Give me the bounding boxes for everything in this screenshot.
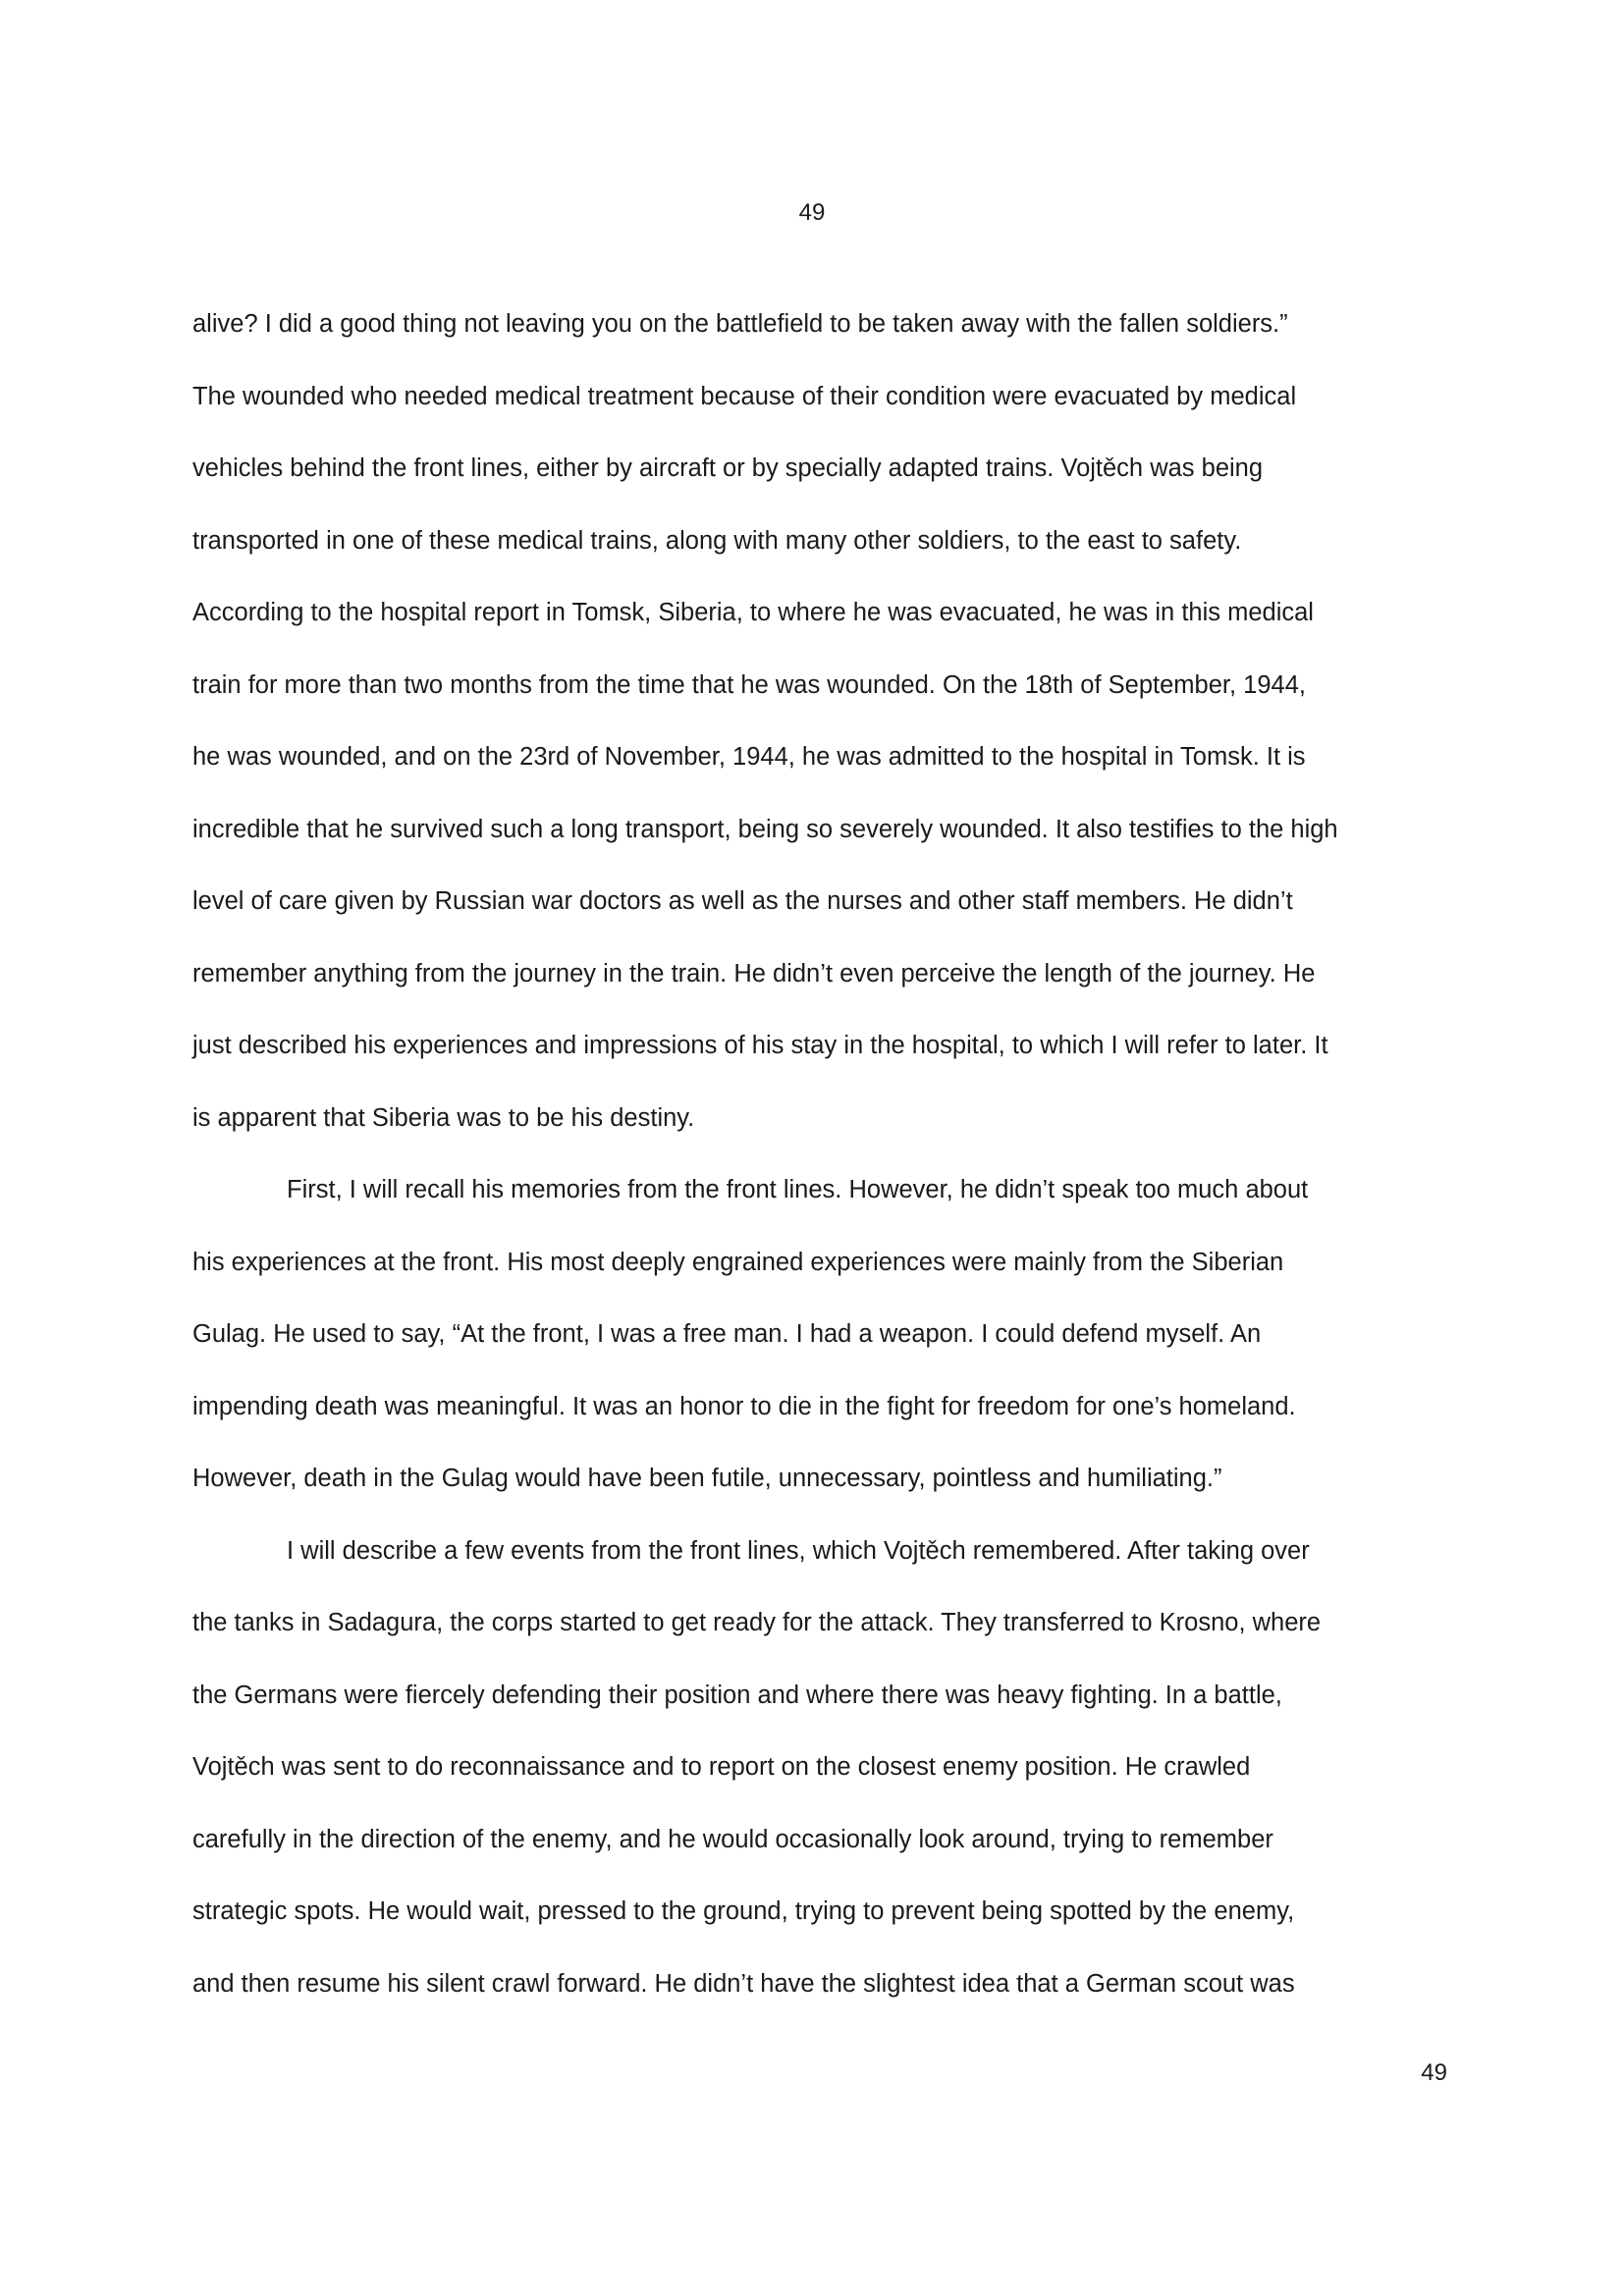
text-line: his experiences at the front. His most deeply engrained experiences were mainly from the Siberian: [192, 1248, 1284, 1276]
text-line: the Germans were fiercely defending their position and where there was heavy fighting. In a battle,: [192, 1681, 1282, 1709]
text-line: level of care given by Russian war doctors as well as the nurses and other staff members. He didn’t: [192, 887, 1293, 915]
paragraph: [192, 1154, 1447, 1516]
text-line: just described his experiences and impressions of his stay in the hospital, to which I will refer to later. It: [192, 1032, 1328, 1059]
paragraph: [192, 289, 1447, 1154]
text-line: he was wounded, and on the 23rd of November, 1944, he was admitted to the hospital in Tomsk. It is: [192, 743, 1306, 771]
body-text: [192, 289, 1447, 2020]
text-line: carefully in the direction of the enemy, and he would occasionally look around, trying to remember: [192, 1825, 1273, 1853]
page-number-footer: 49: [1421, 2059, 1447, 2086]
text-line: Vojtěch was sent to do reconnaissance and to report on the closest enemy position. He crawled: [192, 1753, 1251, 1781]
page-number-header: 49: [798, 199, 826, 226]
text-line: and then resume his silent crawl forward. He didn’t have the slightest idea that a German scout was: [192, 1969, 1295, 1998]
text-line: train for more than two months from the time that he was wounded. On the 18th of September, 1944,: [192, 670, 1306, 699]
text-line: The wounded who needed medical treatment because of their condition were evacuated by medical: [192, 382, 1297, 410]
text-line: However, death in the Gulag would have been futile, unnecessary, pointless and humiliating.”: [192, 1465, 1222, 1492]
text-line: According to the hospital report in Tomsk, Siberia, to where he was evacuated, he was in this medical: [192, 599, 1314, 626]
text-line: impending death was meaningful. It was an honor to die in the fight for freedom for one’s homeland.: [192, 1392, 1296, 1420]
text-line: I will describe a few events from the front lines, which Vojtěch remembered. After taking over: [287, 1536, 1310, 1565]
text-line: transported in one of these medical trains, along with many other soldiers, to the east to safety.: [192, 526, 1242, 555]
text-line: incredible that he survived such a long transport, being so severely wounded. It also testifies to the high: [192, 815, 1338, 843]
paragraph: [192, 1516, 1447, 2021]
text-line: the tanks in Sadagura, the corps started to get ready for the attack. They transferred to Krosno, where: [192, 1609, 1322, 1636]
text-line: is apparent that Siberia was to be his destiny.: [192, 1103, 695, 1132]
text-line: alive? I did a good thing not leaving you on the battlefield to be taken away with the fallen soldiers.”: [192, 310, 1288, 338]
text-line: remember anything from the journey in the train. He didn’t even perceive the length of the journey. He: [192, 959, 1316, 988]
text-line: strategic spots. He would wait, pressed to the ground, trying to prevent being spotted by the enemy,: [192, 1897, 1295, 1925]
text-line: First, I will recall his memories from the front lines. However, he didn’t speak too much about: [287, 1176, 1309, 1203]
text-line: vehicles behind the front lines, either by aircraft or by specially adapted trains. Vojtěch was being: [192, 454, 1264, 482]
text-line: Gulag. He used to say, “At the front, I was a free man. I had a weapon. I could defend myself. An: [192, 1320, 1262, 1348]
